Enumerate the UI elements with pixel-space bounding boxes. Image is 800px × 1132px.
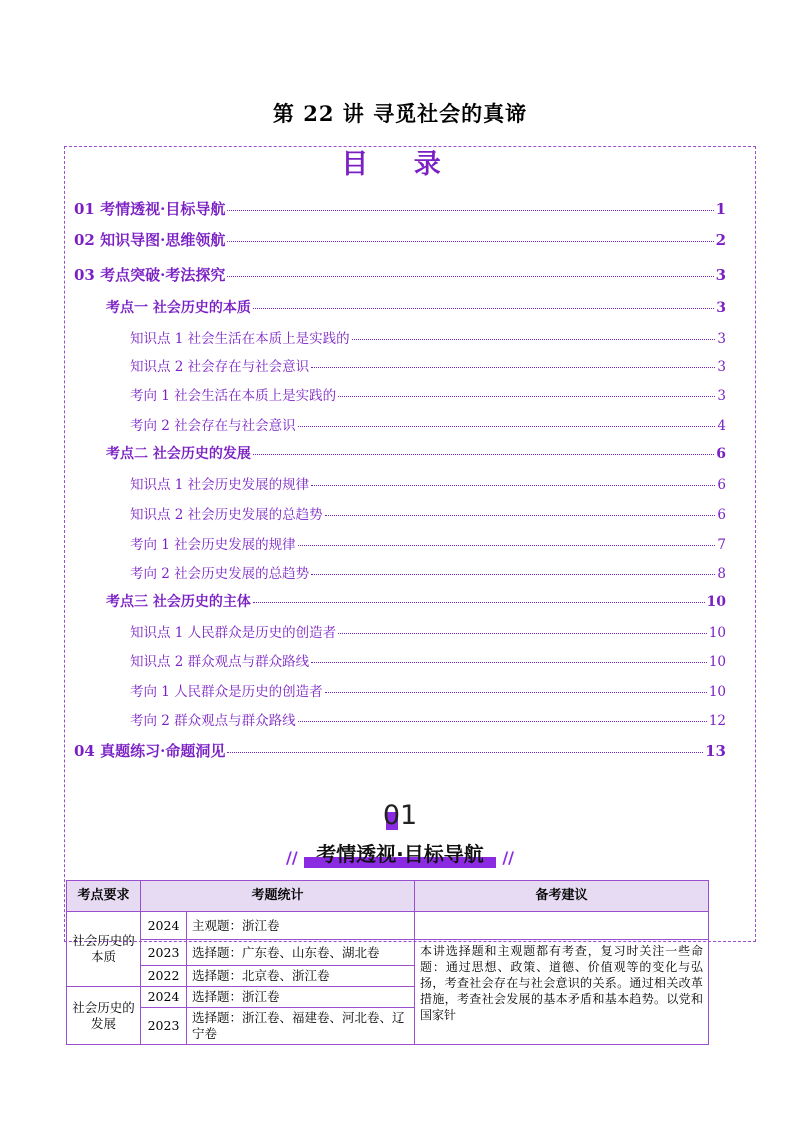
stat-cell: 选择题：浙江卷 <box>187 987 415 1008</box>
toc-entry[interactable] <box>130 384 726 404</box>
header-advice: 备考建议 <box>415 881 709 912</box>
leader-dots <box>227 241 713 242</box>
toc-entry-page: 3 <box>716 300 726 316</box>
toc-entry-text: 01 考情透视·目标导航 <box>74 200 226 218</box>
toc-entry-text: 知识点 1 人民群众是历史的创造者 <box>130 625 337 641</box>
stat-cell: 主观题：浙江卷 <box>187 912 415 940</box>
toc-entry-page: 6 <box>717 507 726 523</box>
leader-dots <box>227 752 703 753</box>
toc-entry[interactable] <box>130 503 726 523</box>
year-cell: 2023 <box>141 940 187 966</box>
leader-dots <box>253 454 714 455</box>
toc-entry-text: 考点二 社会历史的发展 <box>106 446 251 462</box>
toc-entry-page: 1 <box>715 200 726 218</box>
leader-dots <box>338 396 715 397</box>
toc-entry-page: 8 <box>717 566 726 582</box>
toc-entry-text: 考向 1 人民群众是历史的创造者 <box>130 684 323 700</box>
lecture-title: 第 22 讲 寻觅社会的真谛 <box>272 101 528 126</box>
toc-entry-text: 03 考点突破·考法探究 <box>74 266 226 284</box>
toc-heading: 目 录 <box>341 149 459 180</box>
leader-dots <box>227 276 713 277</box>
toc-entry-text: 考向 1 社会历史发展的规律 <box>130 537 296 553</box>
leader-dots <box>253 308 714 309</box>
exam-analysis-table <box>66 880 709 1045</box>
leader-dots <box>352 339 716 340</box>
toc-entry-page: 3 <box>717 388 726 404</box>
toc-entry-page: 6 <box>716 446 726 462</box>
toc-entry-page: 3 <box>717 331 726 347</box>
leader-dots <box>227 210 713 211</box>
leader-dots <box>311 574 715 575</box>
leader-dots <box>253 602 705 603</box>
toc-entry-text: 知识点 1 社会生活在本质上是实践的 <box>130 331 350 347</box>
leader-dots <box>338 633 707 634</box>
toc-entry[interactable] <box>74 229 726 250</box>
requirement-cell: 社会历史的发展 <box>67 987 141 1045</box>
toc-entry-page: 10 <box>708 684 726 700</box>
table-row <box>67 912 709 940</box>
leader-dots <box>311 662 707 663</box>
toc-entry[interactable] <box>106 443 726 463</box>
toc-entry-page: 10 <box>708 654 726 670</box>
toc-entry[interactable] <box>130 473 726 493</box>
toc-entry[interactable] <box>130 562 726 582</box>
year-cell: 2022 <box>141 966 187 987</box>
leader-dots <box>311 485 715 486</box>
banner-slash-right: // <box>502 848 514 867</box>
leader-dots <box>298 426 716 427</box>
section-title: 考情透视·目标导航 <box>316 842 484 866</box>
toc-entry[interactable] <box>74 740 726 761</box>
toc-entry[interactable] <box>74 264 726 285</box>
table-row <box>67 940 709 966</box>
toc-entry-text: 知识点 2 社会存在与社会意识 <box>130 359 310 375</box>
header-statistics: 考题统计 <box>141 881 415 912</box>
toc-entry-text: 知识点 2 社会历史发展的总趋势 <box>130 507 323 523</box>
toc-entry-page: 6 <box>717 477 726 493</box>
toc-entry[interactable] <box>106 591 726 611</box>
header-requirement: 考点要求 <box>67 881 141 912</box>
toc-entry-text: 考向 1 社会生活在本质上是实践的 <box>130 388 337 404</box>
year-cell: 2023 <box>141 1008 187 1045</box>
toc-entry-page: 4 <box>717 418 726 434</box>
toc-entry[interactable] <box>130 650 726 670</box>
toc-entry-page: 2 <box>715 231 726 249</box>
toc-entry-text: 知识点 2 群众观点与群众路线 <box>130 654 310 670</box>
section-number: 01 <box>382 800 418 831</box>
toc-entry[interactable] <box>130 355 726 375</box>
toc-entry[interactable] <box>74 198 726 219</box>
toc-entry[interactable] <box>130 621 726 641</box>
toc-entry-page: 7 <box>717 537 726 553</box>
toc-entry[interactable] <box>130 680 726 700</box>
toc-entry-page: 10 <box>708 625 726 641</box>
toc-entry[interactable] <box>130 533 726 553</box>
leader-dots <box>298 545 716 546</box>
toc-entry-text: 考向 2 群众观点与群众路线 <box>130 713 296 729</box>
toc-entry-text: 02 知识导图·思维领航 <box>74 231 226 249</box>
section-banner <box>286 838 514 870</box>
banner-slash-left: // <box>286 848 298 867</box>
toc-entry[interactable] <box>130 327 726 347</box>
toc-entry-page: 3 <box>715 266 726 284</box>
advice-cell: 本讲选择题和主观题都有考查，复习时关注一些命题：通过思想、政策、道德、价值观等的变化与弘扬，考查社会存在与社会意识的关系。通过相关改革措施，考查社会发展的基本矛盾和基本趋势。以党和国家针 <box>415 940 709 1045</box>
toc-entry-text: 考向 2 社会历史发展的总趋势 <box>130 566 310 582</box>
leader-dots <box>325 515 716 516</box>
year-cell: 2024 <box>141 912 187 940</box>
year-cell: 2024 <box>141 987 187 1008</box>
toc-entry[interactable] <box>130 709 726 729</box>
toc-entry[interactable] <box>106 297 726 317</box>
table-header-row <box>67 881 709 912</box>
requirement-cell: 社会历史的本质 <box>67 912 141 987</box>
leader-dots <box>325 692 707 693</box>
advice-blank-cell <box>415 912 709 940</box>
stat-cell: 选择题：北京卷、浙江卷 <box>187 966 415 987</box>
toc-entry-page: 10 <box>706 594 726 610</box>
toc-entry-page: 12 <box>708 713 726 729</box>
stat-cell: 选择题：浙江卷、福建卷、河北卷、辽宁卷 <box>187 1008 415 1045</box>
toc-entry-page: 13 <box>705 742 726 760</box>
leader-dots <box>311 367 715 368</box>
toc-entry-page: 3 <box>717 359 726 375</box>
leader-dots <box>298 721 707 722</box>
stat-cell: 选择题：广东卷、山东卷、湖北卷 <box>187 940 415 966</box>
toc-entry-text: 考点一 社会历史的本质 <box>106 300 251 316</box>
toc-entry[interactable] <box>130 414 726 434</box>
toc-entry-text: 知识点 1 社会历史发展的规律 <box>130 477 310 493</box>
toc-entry-text: 04 真题练习·命题洞见 <box>74 742 226 760</box>
toc-entry-text: 考点三 社会历史的主体 <box>106 594 251 610</box>
toc-entry-text: 考向 2 社会存在与社会意识 <box>130 418 296 434</box>
